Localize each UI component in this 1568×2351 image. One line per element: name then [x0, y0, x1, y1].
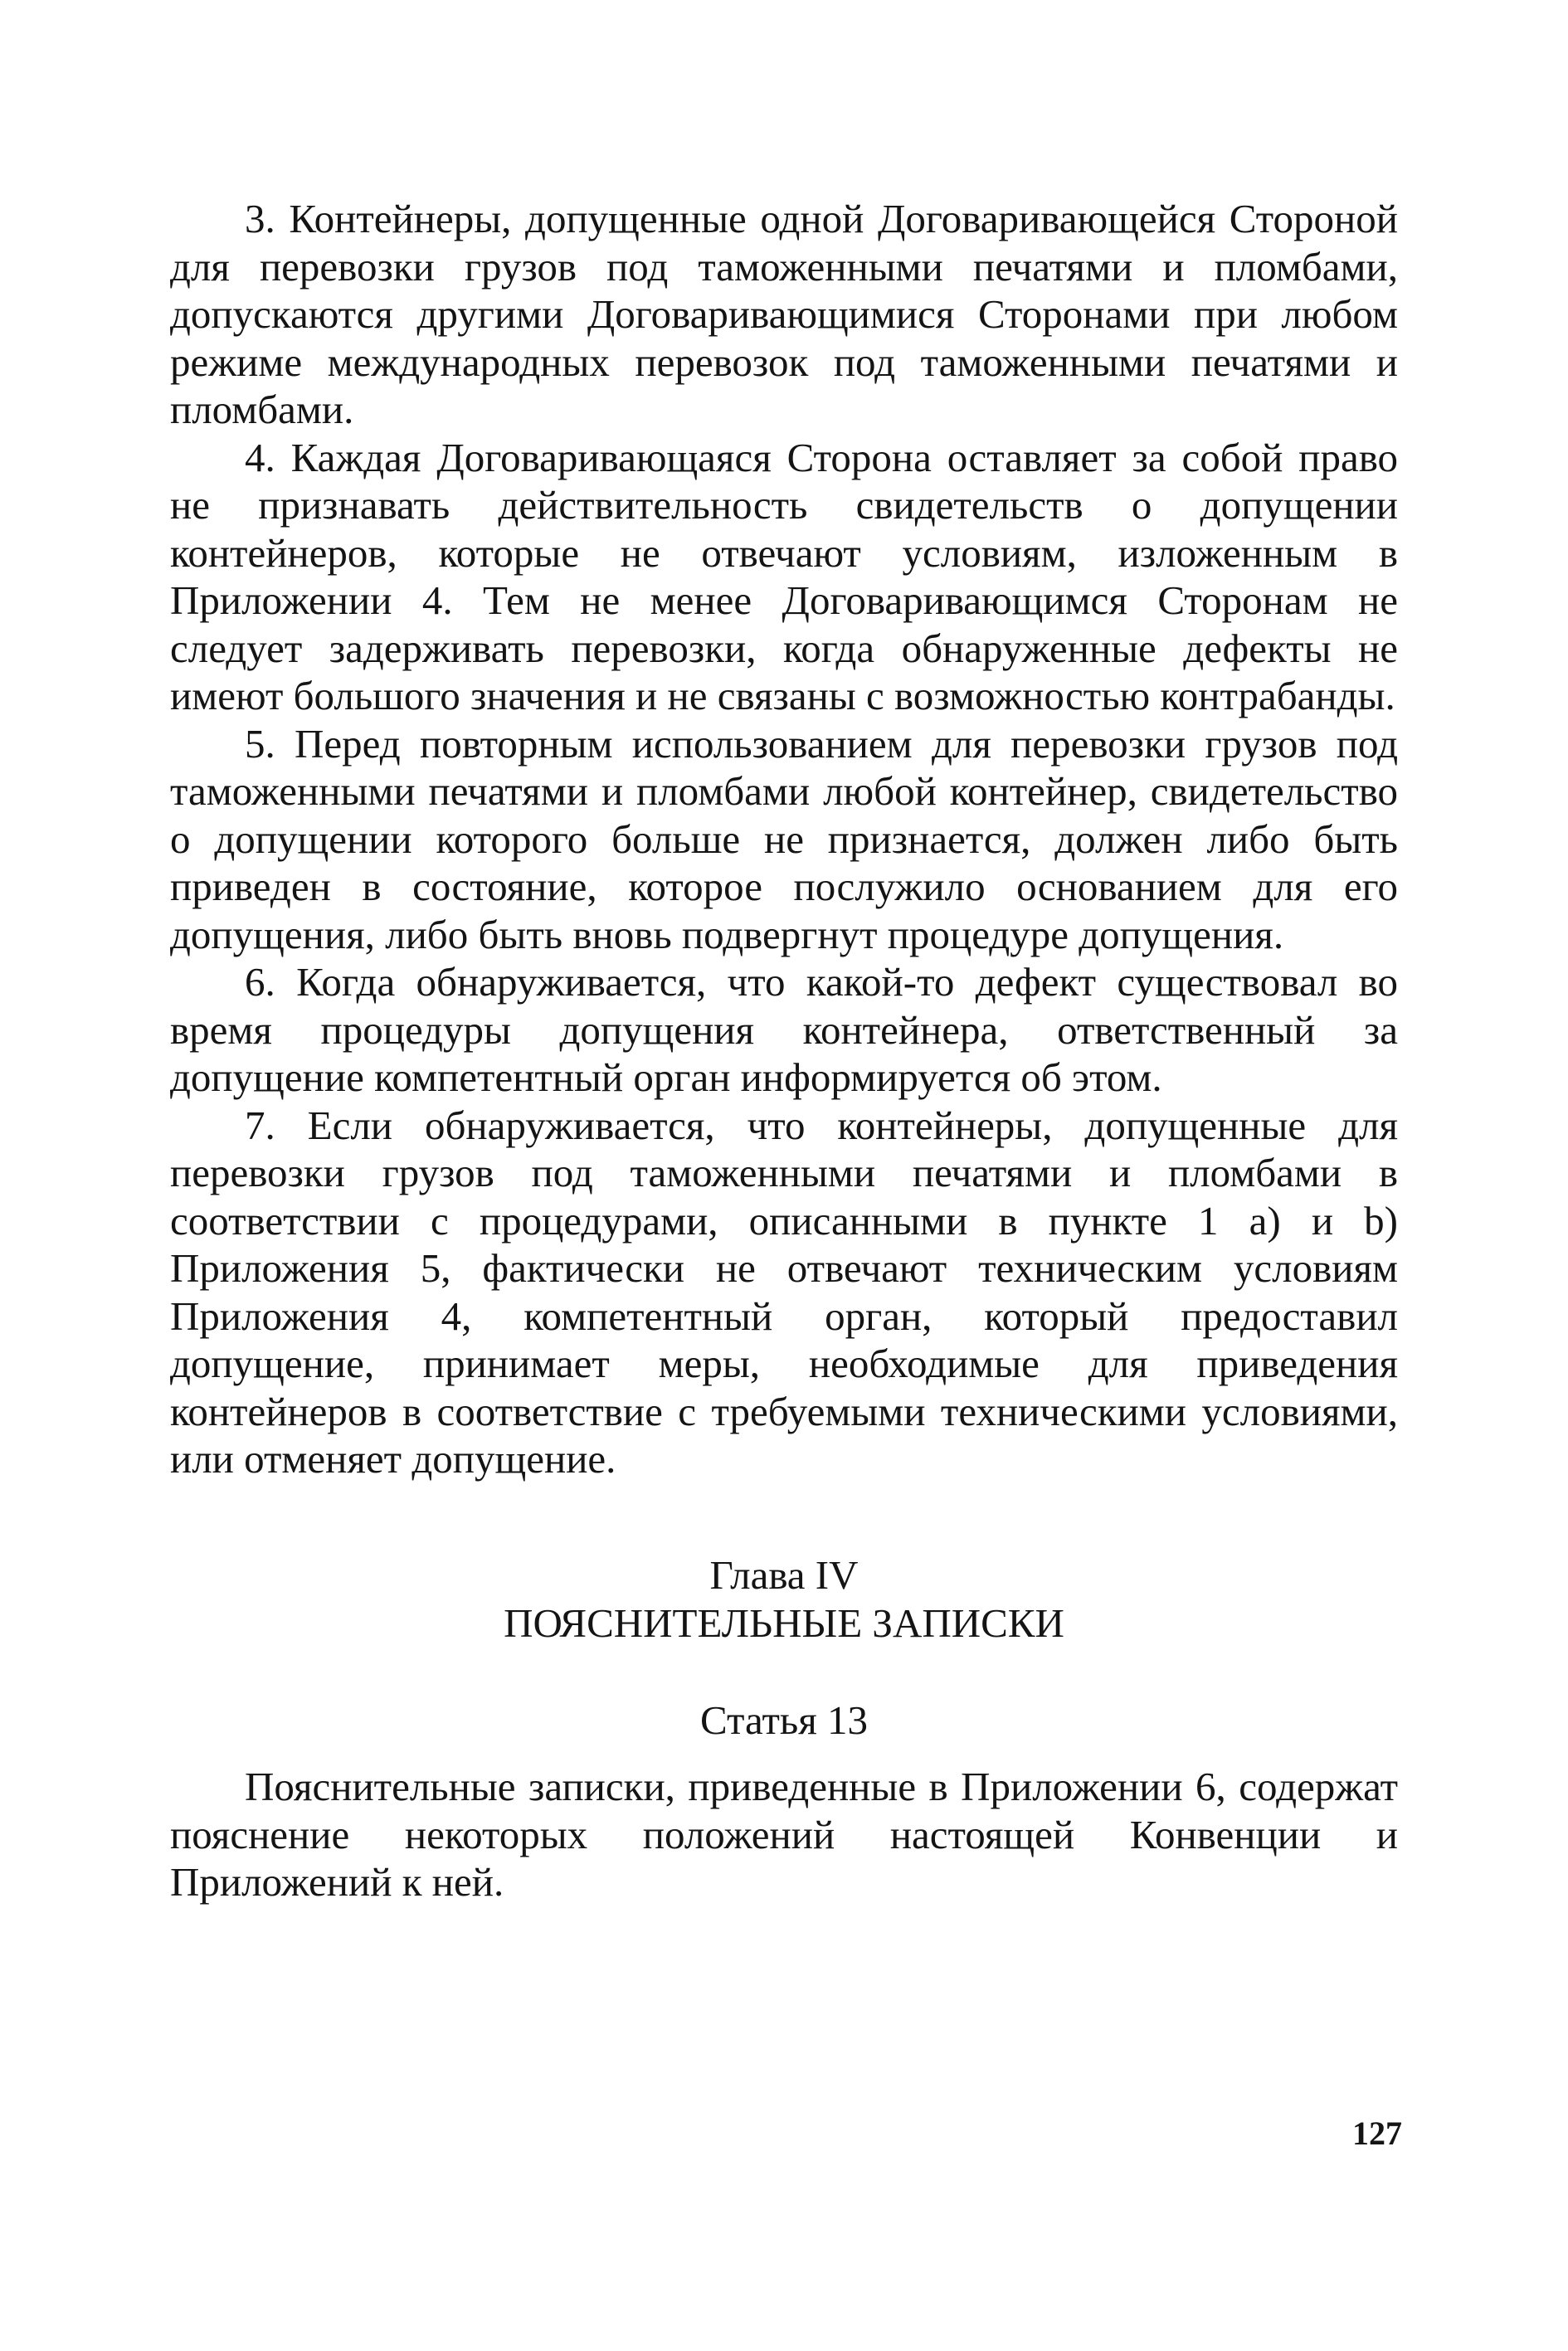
paragraph-5: 5. Перед повторным использованием для перевозки грузов под таможенными печатями и пломбами любой контейнер, свидетельство о допущении которого больше не признается, должен либо быть приведен в состояние, которое послужило основанием для его допущения, либо быть вновь подвергнут процедуре допущения. [170, 720, 1398, 957]
article-paragraph: Пояснительные записки, приведенные в Приложении 6, содержат пояснение некоторых положений настоящей Конвенции и Приложений к ней. [170, 1764, 1398, 1905]
article-text-block [170, 1763, 1398, 1906]
article-title: Статья 13 [699, 1697, 869, 1743]
paragraph-7: 7. Если обнаруживается, что контейнеры, допущенные для перевозки грузов под таможенными печатями и пломбами в соответствии с процедурами, описанными в пункте 1 а) и b) Приложения 5, фактически не отвечают техническим условиям Приложения 4, компетентный орган, который предоставил допущение, принимает меры, необходимые для приведения контейнеров в соответствие с требуемыми техническими условиями, или отменяет допущение. [170, 1102, 1398, 1482]
paragraph-6: 6. Когда обнаруживается, что какой-то дефект существовал во время процедуры допущения контейнера, ответственный за допущение компетентный орган информируется об этом. [170, 959, 1398, 1100]
main-text [170, 195, 1398, 1483]
paragraph-3: 3. Контейнеры, допущенные одной Договаривающейся Стороной для перевозки грузов под таможенными печатями и пломбами, допускаются другими Договаривающимися Сторонами при любом режиме международных перевозок под таможенными печатями и пломбами. [170, 196, 1398, 432]
chapter-heading [170, 1551, 1398, 1648]
paragraph-4: 4. Каждая Договаривающаяся Сторона оставляет за собой право не признавать действительность свидетельств о допущении контейнеров, которые не отвечают условиям, изложенным в Приложении 4. Тем не менее Договаривающимся Сторонам не следует задерживать перевозки, когда обнаруженные дефекты не имеют большого значения и не связаны с возможностью контрабанды. [170, 434, 1398, 718]
page-number: 127 [1352, 2115, 1402, 2152]
chapter-title: Глава IV [709, 1552, 859, 1598]
chapter-subtitle: ПОЯСНИТЕЛЬНЫЕ ЗАПИСКИ [504, 1600, 1064, 1646]
